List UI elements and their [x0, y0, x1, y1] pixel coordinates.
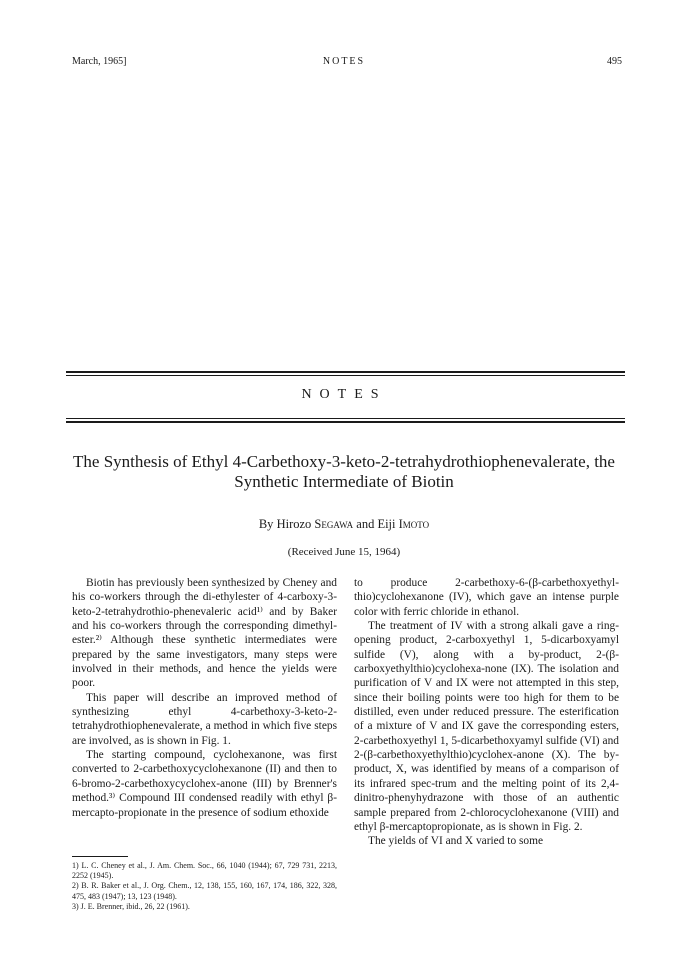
running-header-section: NOTES — [322, 56, 366, 67]
body-paragraph: The starting compound, cyclohexanone, was first converted to 2-carbethoxycyclohexanone (II) and then to 6-bromo-2-carbethoxycyclohex-anone (III) by Brenner's method.³⁾ Compound III condensed readily with ethyl β-mercapto-propionate in the presence of sodium ethoxide — [72, 749, 337, 819]
section-rule-bottom-thin — [66, 418, 625, 419]
body-paragraph: This paper will describe an improved method of synthesizing ethyl 4-carbethoxy-3-keto-2-tetrahydrothiophenevalerate, a method in which five steps are involved, as is shown in Fig. 1. — [72, 691, 337, 747]
author-2-family-name: Imoto — [398, 517, 430, 531]
byline — [0, 517, 688, 532]
section-title: NOTES — [301, 387, 387, 402]
body-column-left — [72, 576, 337, 820]
body-paragraph: to produce 2-carbethoxy-6-(β-carbethoxyethyl-thio)cyclohexanone (IV), which gave an intense purple color with ferric chloride in ethanol. — [354, 577, 619, 618]
byline-and: and — [356, 517, 375, 531]
footnote-2: 2) B. R. Baker et al., J. Org. Chem., 12, 138, 155, 160, 167, 174, 186, 322, 328, 475, 483 (1947); 13, 123 (1948). — [72, 881, 337, 901]
footnote-1: 1) L. C. Cheney et al., J. Am. Chem. Soc., 66, 1040 (1944); 67, 729 731, 2213, 2252 (1945). — [72, 861, 337, 881]
footnote-rule — [72, 856, 128, 857]
page-number: 495 — [607, 56, 622, 67]
body-paragraph: Biotin has previously been synthesized by Cheney and his co-workers through the di-ethylester of 4-carboxy-3-keto-2-tetrahydrothio-phenevaleric acid¹⁾ and by Baker and his co-workers through the corresponding dimethyl-ester.²⁾ Although these synthetic intermediates were prepared by the same investigators, many steps were involved in their methods, and hence the yields were poor. — [72, 577, 337, 690]
author-2-given-name: Eiji — [377, 517, 396, 531]
body-paragraph: The yields of VI and X varied to some — [368, 835, 544, 848]
byline-by: By — [258, 517, 274, 531]
body-column-right — [354, 576, 619, 849]
author-1-family-name: Segawa — [314, 517, 354, 531]
section-rule-top — [66, 371, 625, 373]
footnotes — [72, 861, 337, 912]
running-header-date: March, 1965] — [72, 56, 127, 67]
received-date: (Received June 15, 1964) — [287, 546, 401, 558]
footnote-3: 3) J. E. Brenner, ibid., 26, 22 (1961). — [72, 901, 190, 911]
section-rule-top-thin — [66, 375, 625, 376]
section-rule-bottom — [66, 421, 625, 423]
article-title: The Synthesis of Ethyl 4-Carbethoxy-3-keto-2-tetrahydrothiophenevalerate, the Synthetic Intermediate of Biotin — [73, 452, 615, 491]
author-1-given-name: Hirozo — [276, 517, 312, 531]
body-paragraph: The treatment of IV with a strong alkali gave a ring-opening product, 2-carboxyethyl 1, 5-dicarboxyamyl sulfide (V), along with a by-product, 2-(β-carboxyethylthio)cyclohexa-none (IX). The isolation and purification of V and IX were not attempted in this step, since their boiling points were too high for them to be distilled, even under reduced pressure. The esterification of a mixture of V and IX gave the corresponding esters, 2-carbethoxyethyl 1, 5-dicarbethoxyamyl sulfide (VI) and 2-(β-carbethoxyethylthio)cyclohex-anone (X). The by-product, X, was identified by means of a comparison of its infrared spec-trum and the melting point of its 2,4-dinitro-phenyhydrazone with those of an authentic sample prepared from 2-chlorocyclohexanone (VIII) and ethyl β-mercaptopropionate, as is shown in Fig. 2. — [354, 620, 619, 833]
